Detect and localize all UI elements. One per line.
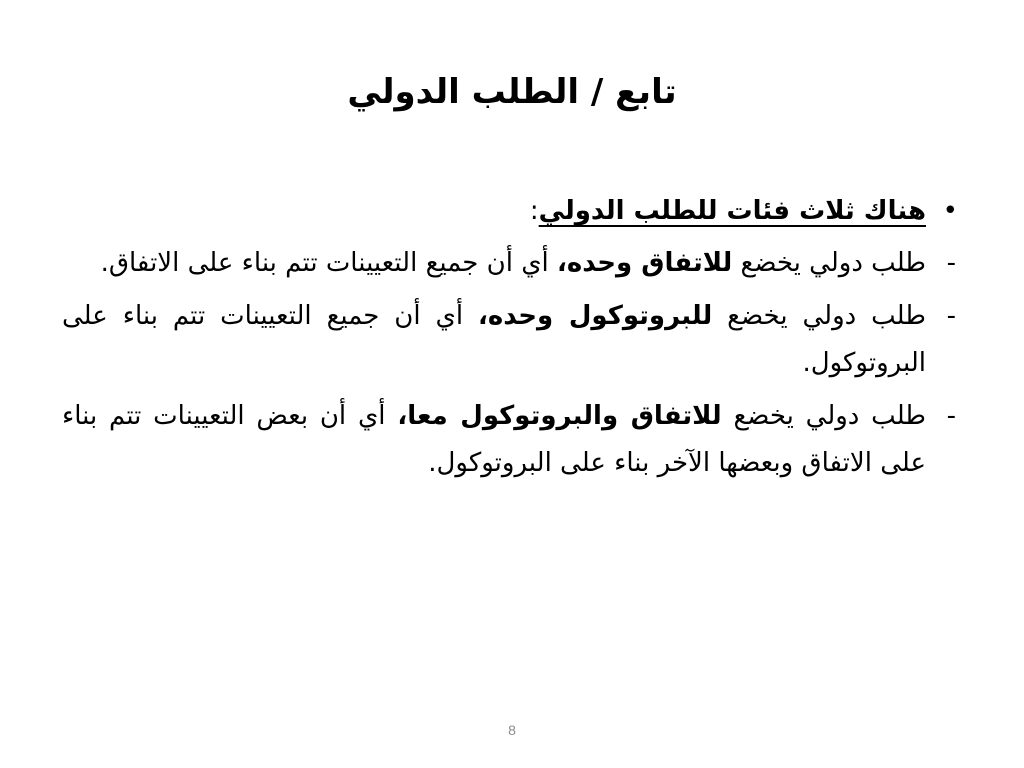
item-text-pre: طلب دولي يخضع: [712, 301, 926, 331]
slide-content: [62, 186, 962, 493]
bullet-heading: هناك ثلاث فئات للطلب الدولي: [538, 196, 926, 226]
item-text-post: أي أن بعض التعيينات تتم بناء على الاتفاق وبعضها الآخر بناء على البروتوكول.: [62, 401, 926, 478]
item-text-post: أي أن جميع التعيينات تتم بناء على البروتوكول.: [62, 301, 926, 378]
item-text-bold: للاتفاق والبروتوكول معا،: [397, 401, 722, 431]
dash-icon: -: [946, 301, 956, 331]
slide-title: تابع / الطلب الدولي: [347, 72, 677, 112]
page-number: 8: [508, 722, 516, 738]
item-text-pre: طلب دولي يخضع: [732, 248, 926, 278]
dash-icon: -: [946, 401, 956, 431]
bullet-icon: •: [942, 196, 958, 226]
category-item-3: [62, 393, 962, 487]
dash-icon: -: [946, 248, 956, 278]
item-text-bold: للاتفاق وحده،: [557, 248, 733, 278]
category-item-2: [62, 293, 962, 387]
category-item-1: [62, 240, 962, 287]
bullet-item: [62, 186, 962, 236]
item-text-pre: طلب دولي يخضع: [721, 401, 926, 431]
item-text-post: أي أن جميع التعيينات تتم بناء على الاتفاق.: [100, 248, 558, 278]
bullet-colon: :: [529, 196, 539, 226]
item-text-bold: للبروتوكول وحده،: [478, 301, 713, 331]
